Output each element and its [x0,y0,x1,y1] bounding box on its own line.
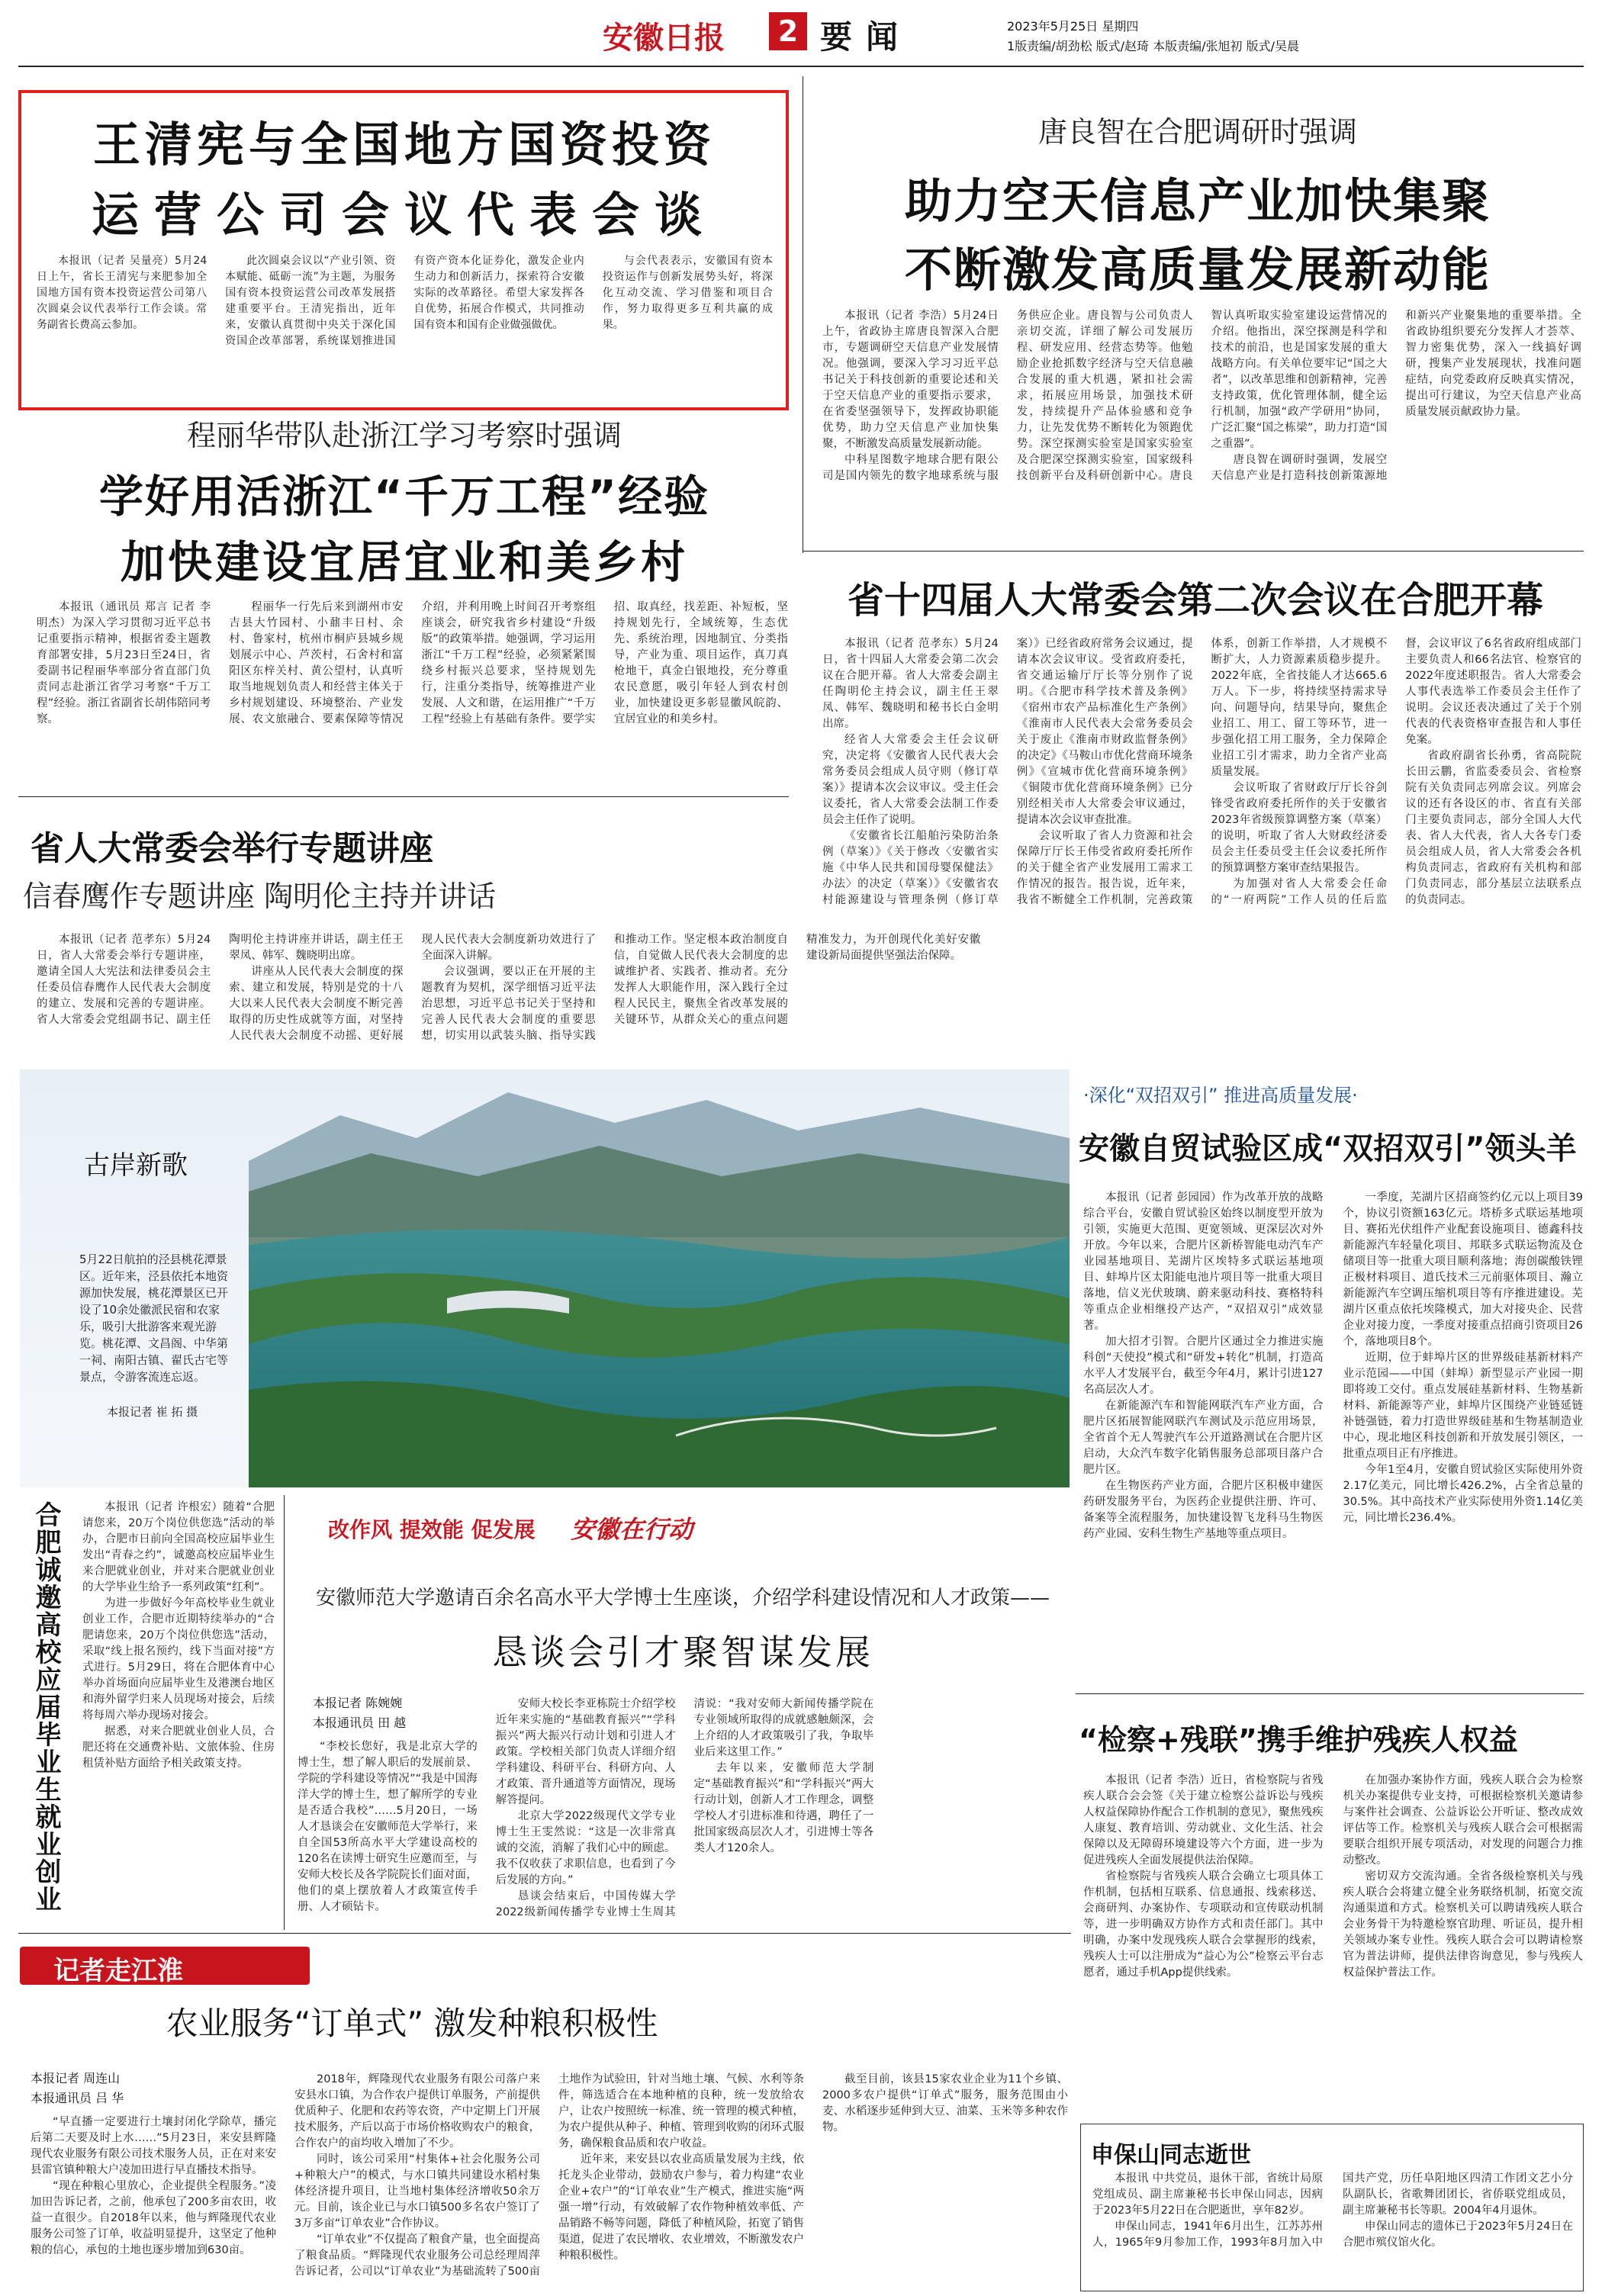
article2-title-line2: 不断激发高质量发展新动能 [904,242,1491,297]
article6-body [1083,1190,1583,1686]
article6-paragraph: 近期，位于蚌埠片区的世界级硅基新材料产业示范园——中国（蚌埠）新型显示产业园一期即将竣工交付。重点发展硅基新材料、生物基新材料、新能源等产业，蚌埠片区围绕产业链延链补链强链，着力打造世界级硅基和生物基制造业中心，现北地区科技创新和开放发展引领区，一批重点项目正有序推进。 [1343,1352,1583,1460]
article2-title-line1: 助力空天信息产业加快集聚 [904,173,1491,229]
article6-paragraph: 今年1至4月，安徽自贸试验区实际使用外资2.17亿美元，同比增长426.2%，占全省总量的30.5%。其中高技术产业实际使用外资1.14亿美元，同比增长236.4%。 [1343,1464,1583,1524]
byline-spacer [298,1696,478,1739]
article9-paragraph: 密切双方交流沟通。全省各级检察机关与残疾人联合会将建立健全业务联络机制，拓宽交流沟通渠道和方式。检察机关可以聘请残疾人联合会业务骨干为特邀检察官助理、听证员，提升相关领域办案专业性。残疾人联合会可以聘请检察官为普法讲师，提供法律咨询意见，参与残疾人权益保护普法工作。 [1343,1870,1583,1979]
article6-kicker: ·深化“双招双引” 推进高质量发展· [1083,1085,1358,1106]
article6-paragraph: 一季度，芜湖片区招商签约亿元以上项目39个，协议引资额163亿元。塔桥多式联运基地项目、赛拓光伏组件产业配套设施项目、德鑫科技新能源汽车轻量化项目、邦联多式联运物流及仓储项目等一批重大项目顺利落地；海创碳酸铁锂正极材料项目、道氏技术三元前驱体项目、瀚立新能源汽车空调压缩机项目等有序推进建设。芜湖片区重点依托埃隆模式，加大对接央企、民营企业对接力度，一季度对接重点招商引资项目26个，落地项目8个。 [1343,1191,1583,1348]
article9-paragraph: 在加强办案协作方面，残疾人联合会为检察机关办案提供专业支持，可根据检察机关邀请参与案件社会调查、公益诉讼公开听证、整改成效评估等工作。检察机关与残疾人联合会可根据需要联合组织开展专项活动，对发现的问题合力推动整改。 [1343,1774,1583,1867]
article6-paragraph: 本报讯（记者 彭园园）作为改革开放的战略综合平台，安徽自贸试验区始终以制度型开放为引领，实施更大范围、更宽领域、更深层次对外开放。今年以来，合肥片区新桥智能电动汽车产业园基地项目、芜湖片区埃特多式联运基地项目、蚌埠片区太阳能电池片项目等一批重大项目落地，信义光伏玻璃、蔚来驱动科技、赛格特科等重点企业相继投产达产，“双招双引”成效显著。 [1083,1191,1324,1332]
byline-reporter: 本报记者 周连山 [31,2071,121,2085]
section-rule [1076,1693,1584,1694]
byline-correspondent: 本报通讯员 田 越 [313,1716,407,1730]
article4-paragraph: 会议听取了省人力资源和社会保障厅厅长王伟受省政府委托所作的关于健全省产业发展用工需求工作情况的报告。报告说，近年来，我省不断健全工作机制，完善政策体系，创新工作举措，人才规模不断扩大，人力资源素质稳步提升。2022年底，全省技能人才达665.6万人。下一步，将持续坚持需求导向、问题导向，结果导向，聚焦企业招工、用工、留工等环节，进一步强化招工用工服务，全力保障企业招工引才需求，助力全省产业高质量发展。 [1016,638,1388,906]
article2-paragraph: 本报讯（记者 李浩）5月24日上午，省政协主席唐良智深入合肥市，专题调研空天信息产业发展情况。他强调，要深入学习习近平总书记关于科技创新的重要论述和关于空天信息产业的重要指示要求，在省委坚强领导下，发挥政协职能优势，助力空天信息产业加快集聚，不断激发高质量发展新动能。 [822,310,999,450]
article8-title: 恳谈会引才聚智谋发展 [492,1632,873,1673]
masthead-rule [18,66,1584,67]
section-rule [18,1933,1071,1934]
article4-title: 省十四届人大常委会第二次会议在合肥开幕 [847,579,1543,622]
article9-body [1083,1773,1583,2116]
article5-body [37,932,981,1054]
issue-date: 2023年5月25日 星期四 [1007,19,1139,34]
article9-paragraph: 本报讯（记者 李浩）近日，省检察院与省残疾人联合会会签《关于建立检察公益诉讼与残疾人权益保障协作配合工作机制的意见》，聚焦残疾人康复、教育培训、劳动就业、文化生活、社会保障以及无障碍环境建设等六个方面，进一步为促进残疾人全面发展提供法治保障。 [1083,1774,1324,1867]
article8-paragraph: 去年以来，安徽师范大学制定“基础教育振兴”和“学科振兴”两大行动计划，创新人才工作理念，调整学校人才引进标准和待遇，聘任了一批国家级高层次人才，引进博士等各类人才120余人。 [693,1762,874,1854]
article5-paragraph: 会议强调，要以正在开展的主题教育为契机，深学细悟习近平法治思想，习近平总书记关于坚持和完善人民代表大会制度的重要思想，切实用以武装头脑、指导实践和推动工作。坚定根本政治制度自信，自觉做人民代表大会制度的忠诚维护者、实践者、推动者。充分发挥人大职能作用，深入践行全过程人民民主，聚焦全省改革发展的关键环节，从群众关心的重点问题精准发力，为开创现代化美好安徽建设新局面提供坚强法治保障。 [421,934,981,1042]
page-number: 2 [769,12,807,50]
article1-paragraph: 此次圆桌会议以“产业引领、资本赋能、砥砺一流”为主题，为服务国有资本投资运营公司改革发展搭建重要平台。王清宪指出，近年来，安徽认真贯彻中央关于深化国资国企改革部署，系统谋划推进国有资产资本化证券化，激发企业内生动力和创新活力，探索符合安徽实际的改革路径。希望大家发挥各自优势，拓展合作模式，共同推动国有资本和国有企业做强做优。 [225,255,584,347]
article7-paragraph: 据悉，对来合肥就业创业人员，合肥还将在交通费补贴、文旅体验、住房租赁补贴方面给予相关政策支持。 [82,1725,275,1770]
article7-paragraph: 为进一步做好今年高校毕业生就业创业工作，合肥市近期特续举办的“合肥请您来，20万个岗位供您选”活动，采取“线上报名预约，线下当面对接”方式进行。5月29日，将在合肥体育中心举办首场面向应届毕业生及港澳台地区和海外留学归来人员现场对接会，后续将每周六举办现场对接会。 [82,1597,275,1722]
article4-paragraph: 省政府副省长孙勇，省高院院长田云鹏，省监委委员会、省检察院有关负责同志列席会议。列席会议的还有各设区的市、省直有关部门主要负责同志，部分全国人大代表、省人大代表，省人大各专门委员会组成人员，省人大常委会各机构负责同志，省政府有关机构和部门负责同志，部分基层立法联系点的负责同志。 [1405,750,1581,906]
article11-paragraph: 申保山同志的遗体已于2023年5月24日在合肥市殡仪馆火化。 [1343,2220,1573,2249]
newspaper-logo: 安徽日报 [603,20,725,56]
article10-body [31,2072,1068,2290]
article9-paragraph: 省检察院与省残疾人联合会确立七项具体工作机制，包括相互联系、信息通报、线索移送、会商研判、办案协作、专项联动和宣传联动机制等，进一步明确双方协作方式和责任部门。其中明确，办案中发现残疾人联合会掌握形的线索，残疾人士可以注册成为“益心为公”检察云平台志愿者，通过手机App提供线索。 [1083,1870,1324,1979]
article10-paragraph: 截至目前，该县15家农业企业为11个乡镇、2000多农户提供“订单式”服务，服务范围由小麦、水稻逐步延伸到大豆、油菜、玉米等多种农作物。 [822,2073,1068,2134]
masthead [0,0,1602,67]
article7-paragraph: 本报讯（记者 许根宏）随着“合肥请您来，20万个岗位供您选”活动的举办，合肥市日前向全国高校应届毕业生发出“青春之约”，诚邀高校应届毕业生来合肥就业创业，并对来合肥就业创业的大学毕业生给予一系列政策“红利”。 [82,1501,275,1593]
article8-paragraph: 安师大校长李亚栋院士介绍学校近年来实施的“基础教育振兴”“学科振兴”两大振兴行动计划和引进人才政策。学校相关部门负责人详细介绍学科建设、科研平台、科研方向、人才政策、晋升通道等方面情况，现场解答提问。 [495,1698,676,1806]
article8-paragraph: 北京大学2022级现代文学专业博士生王雯然说：“这是一次非常真诚的交流，消解了我们心中的顾虑。我不仅收获了求职信息，也看到了今后发展的方向。” [495,1810,676,1886]
article10-paragraph: “现在种粮心里放心，企业提供全程服务。”凌加田告诉记者，之前，他承包了200多亩农田，收益一直很少。自2018年以来，他与辉隆现代农业服务公司签了订单，收益明显提升，这坚定了他种粮的信心，承包的土地也逐步增加到630亩。 [31,2180,276,2256]
article7-vertical-title: 合肥诚邀高校应届毕业生就业创业 [31,1501,61,1913]
article2-paragraph: 唐良智在调研时强调，发展空天信息产业是打造科技创新策源地和新兴产业聚集地的重要举措。全省政协组织要充分发挥人才荟萃、智力密集优势，深入一线搞好调研，搜集产业发展现状，找准问题症结，向党委政府反映真实情况，提出可行建议，为空天信息产业高质量发展贡献政协力量。 [1211,310,1581,482]
photo-credit: 本报记者 崔 拓 摄 [107,1405,198,1419]
article6-paragraph: 加大招才引智。合肥片区通过全力推进实施科创“天使投”模式和“研发+转化”机制，打造高水平人才发展平台，截至今年4月，累计引进127名高层次人才。 [1083,1336,1324,1396]
byline-correspondent: 本报通讯员 吕 华 [31,2091,124,2105]
article3-paragraph: 程丽华一行先后来到湖州市安吉县大竹园村、小鼐丰日村、余村、鲁家村，杭州市桐庐县城乡规划展示中心、芦茨村，石舍村和富阳区东梓关村、黄公望村，认真听取当地规划负责人和经营主体关于乡村规划建设、环境整治、产业发展、农文旅融合、要素保障等情况介绍，并利用晚上时间召开考察组座谈会，研究我省乡村建设“升级版”的政策举措。她强调，学习运用浙江“千万工程”经验，必须紧紧围绕乡村振兴总要求，坚持规划先行，注重分类指导，统筹推进产业发展、人文和谐，在运用推广“千万工程”经验上有基础有条件。要学实招、取真经，找差距、补短板，坚持规划先行，全域统筹，生态优先、系统治理，因地制宜、分类指导，产业为重、项目运作，真刀真枪地干，真金白银地投，充分尊重农民意愿，吸引年轻人到农村创业，加快建设更多彰显徽风皖韵、宜居宜业的和美乡村。 [229,601,788,725]
article3-kicker: 程丽华带队赴浙江学习考察时强调 [186,419,622,452]
section-rule [18,796,789,797]
editor-credits: 1版责编/胡劲松 版式/赵琦 本版责编/张旭初 版式/吴晨 [1007,39,1300,53]
article4-paragraph: 经省人大常委会主任会议研究，决定将《安徽省人民代表大会常务委员会组成人员守则（修订草案）》提请本次会议审议。受主任会议委托，省人大常委会法制工作委员会主任作了说明。 [822,734,999,826]
article11-body [1092,2171,1573,2285]
photo-caption: 5月22日航拍的泾县桃花潭景区。近年来，泾县依托本地资源加快发展，桃花潭景区已开设了10余处徽派民宿和农家乐，吸引大批游客来观光游览。桃花潭、文昌阁、中华第一祠、南阳古镇、翟氏古宅等景点，令游客流连忘返。 [79,1253,229,1384]
column-divider [284,1495,285,1930]
article5-paragraph: 讲座从人民代表大会制度的探索、建立和发展，特别是党的十八大以来人民代表大会制度不断完善取得的历史性成就等方面，对坚持人民代表大会制度不动摇、更好展现人民代表大会制度新功效进行了全面深入讲解。 [229,934,596,1042]
article1-paragraph: 本报讯（记者 吴量亮）5月24日上午，省长王清宪与来肥参加全国地方国有资本投资运营公司第八次圆桌会议代表举行工作会谈。常务副省长费高云参加。 [37,255,207,331]
section-name: 要闻 [820,18,912,56]
byline-spacer [31,2072,276,2114]
byline-reporter: 本报记者 陈婉婉 [313,1696,403,1710]
article7-body [82,1500,275,1927]
article3-title-line2: 加快建设宜居宜业和美乡村 [120,536,688,588]
article11-paragraph: 申保山同志，1941年6月出生，江苏苏州人，1965年9月参加工作，1993年8月加入中国共产党，历任阜阳地区四清工作团文艺小分队副队长，省歌舞团团长，省侨联党组成员，副主席兼秘书长等职。2004年4月退休。 [1092,2172,1573,2249]
photo-title: 古岸新歌 [84,1150,188,1181]
article5-paragraph: 本报讯（记者 范孝东）5月24日，省人大常委会举行专题讲座，邀请全国人大宪法和法律委员会主任委员信春鹰作人民代表大会制度的建立、发展和完善的专题讲座。省人大常委会党组副书记、副主任陶明伦主持讲座并讲话，副主任王翠凤、韩军、魏晓明出席。 [37,934,404,1026]
campaign-banner-slogan: 改作风 提效能 促发展 [328,1517,536,1542]
article4-body [822,636,1581,1054]
article8-paragraph: “李校长您好，我是北京大学的博士生，想了解人职后的发展前景、学院的学科建设等情况”“我是中国海洋大学的博士生，想了解所学的专业是否适合我校”……5月20日，一场人才恳谈会在安徽师范大学举行，来自全国53所高水平大学建设高校的120名在读博士研究生应邀而至，与安师大校长及各学院院长们面对面，他们的桌上摆放着人才政策宣传手册、人才硕钻卡。 [298,1741,478,1913]
campaign-banner-title: 安徽在行动 [571,1515,693,1544]
article4-paragraph: 为加强对省人大常委会任命的“一府两院”工作人员的任后监督，会议审议了6名省政府组成部门主要负责人和66名法官、检察官的2022年度述职报告。省人大常委会人事代表选举工作委员会主任作了说明。会议还表决通过了关于个别代表的代表资格审查报告和人事任免案。 [1211,638,1581,906]
column-banner-label: 记者走江淮 [53,1956,183,1986]
article1-body [37,253,773,398]
article4-paragraph: 本报讯（记者 范孝东）5月24日，省十四届人大常委会第二次会议在合肥开幕。省人大常委会副主任陶明伦主持会议，副主任王翠凤、韩军、魏晓明和秘书长白金明出席。 [822,638,999,730]
article10-paragraph: “订单农业”不仅提高了粮食产量，也全面提高了粮食品质。“辉隆现代农业服务公司总经理周萍告诉记者，公司以“订单农业”为基础流转了500亩土地作为试验田，针对当地土壤、气候、水利等条件，筛选适合在本地种植的良种，统一发放给农户，让农户按照统一标准、统一管理的模式种植，为农户提供从种子、种植、管理到收购的闭环式服务，确保粮食品质和农户收益。 [294,2073,804,2278]
article10-paragraph: “早直播一定要进行土壤封闭化学除草，播完后第二天要及时上水……”5月23日，来安县辉隆现代农业服务有限公司技术服务人员，正在对来安县雷官镇种粮大户凌加田进行早直播技术指导。 [31,2116,276,2176]
article2-body [822,308,1581,533]
article5-title: 省人大常委会举行专题讲座 [31,829,433,868]
article2-paragraph: 中科星图数字地球合肥有限公司是国内领先的数字地球系统与服务供应企业。唐良智与公司负责人亲切交流，详细了解公司发展历程、研发应用、经营态势等。他勉励企业抢抓数字经济与空天信息融合发展的重大机遇，紧扣社会需求，拓展应用场景，加强技术研发，持续提升产品体验感和竞争力，让先发优势不断转化为领跑优势。深空探测实验室是国家实验室及合肥深空探测实验室，国家级科技创新平台及科研创新中心。唐良智认真听取实验室建设运营情况的介绍。他指出，深空探测是科学和技术的前沿，也是国家发展的重大战略方向。有关单位要牢记“国之大者”，以改革思维和创新精神，完善支持政策，优化管理体制，健全运行机制，加强“政产学研用”协同，广泛汇聚“国之栋梁”，助力打造“国之重器”。 [822,310,1388,482]
article3-title-line1: 学好用活浙江“千万工程”经验 [98,471,710,523]
article1-title-line1: 王清宪与全国地方国资投资 [92,117,716,172]
article6-title: 安徽自贸试验区成“双招双引”领头羊 [1079,1131,1577,1166]
article1-title-line2: 运营公司会议代表会谈 [91,187,717,243]
article6-paragraph: 在生物医药产业方面，合肥片区积极申建医药研发服务平台，为医药企业提供注册、许可、备案等全流程服务，加快建设智飞龙科马生物医药产业园、安科生物生产基地等重点项目。 [1083,1480,1324,1540]
article9-title: “检察+残联”携手维护残疾人权益 [1079,1723,1518,1757]
article1-paragraph: 与会代表表示，安徽国有资本投资运作与创新发展势头好，将深化互动交流、学习借鉴和项目合作，努力取得更多互利共赢的成果。 [602,255,773,331]
article8-paragraph: 恳谈会结束后，中国传媒大学2022级新闻传播学专业博士生周其清说：“我对安师大新闻传播学院在专业领域所取得的成就感触颇深，会上介绍的人才政策吸引了我，争取毕业后来这里工作。” [495,1698,874,1918]
article2-kicker: 唐良智在合肥调研时强调 [1037,115,1357,149]
article10-paragraph: 近年来，来安县以农业高质量发展为主线，依托龙头企业带动，鼓励农户参与，着力构建“农业企业+农户”的“订单农业”生产模式，推进实施“两强一增”行动，有效破解了农作物种植效率低、产品销路不畅等问题，降低了种植风险，拓宽了销售渠道，促进了农民增收、农业增效，不断激发农户种粮积极性。 [558,2153,804,2262]
article5-subtitle: 信春鹰作专题讲座 陶明伦主持并讲话 [23,879,497,913]
article4-paragraph: 会议听取了省财政厅厅长谷剑锋受省政府委托所作的关于安徽省2023年省级预算调整方案（草案）的说明，听取了省人大财政经济委员会主任委员受主任会议委托所作的预算调整方案审查结果报告。 [1211,782,1388,874]
article11-title: 申保山同志逝世 [1091,2142,1251,2169]
article10-paragraph: 同时，该公司采用“村集体+社会化服务公司+种粮大户”的模式，与水口镇共同建设水稻村集体经济提升项目，让当地村集体经济增收50余万元。目前，该企业已与水口镇500多名农户签订了3万多亩“订单农业”合作协议。 [294,2153,540,2230]
article6-paragraph: 在新能源汽车和智能网联汽车产业方面，合肥片区拓展智能网联汽车测试及示范应用场景，全省首个无人驾驶汽车公开道路测试在合肥片区启动，大众汽车数字化销售服务总部项目落户合肥片区。 [1083,1400,1324,1476]
article8-body [298,1696,1072,1930]
article10-title: 农业服务“订单式” 激发种粮积极性 [166,2005,658,2042]
article11-paragraph: 本报讯 中共党员，退休干部，省统计局原党组成员、副主席兼秘书长申保山同志，因病于2023年5月22日在合肥逝世，享年82岁。 [1092,2172,1323,2217]
article4-paragraph: 《安徽省长江船舶污染防治条例（草案）》《关于修改〈安徽省实施《中华人民共和国母婴保健法》办法〉的决定（草案）》《安徽省农村能源建设与管理条例（修订草案）》已经省政府常务会议通过，提请本次会议审议。受省政府委托，省交通运输厅厅长等分别作了说明。《合肥市科学技术普及条例》《宿州市农产品标准化生产条例》《淮南市人民代表大会常务委员会关于废止《淮南市财政监督条例》的决定》《马鞍山市优化营商环境条例》《宣城市优化营商环境条例》《铜陵市优化营商环境条例》已分别经相关市人大常委会审议通过，提请本次会议审查批准。 [822,638,1193,906]
article3-paragraph: 本报讯（通讯员 郑言 记者 李明杰）为深入学习贯彻习近平总书记重要指示精神，根据省委主题教育部署安排，5月23日至24日，省委副书记程丽华率部分省直部门负责同志赴浙江省学习考察“千万工程”经验。浙江省副省长胡伟陪同考察。 [37,601,211,725]
article8-kicker: 安徽师范大学邀请百余名高水平大学博士生座谈，介绍学科建设情况和人才政策—— [315,1587,1050,1609]
article10-paragraph: 2018年，辉隆现代农业服务有限公司落户来安县水口镇，为合作农户提供订单服务，产前提供优质种子、化肥和农药等农资，产中定期上门开展技术服务，产后以高于市场价格收购农户的粮食，合作农户的亩均收入增加了不少。 [294,2073,540,2150]
article3-body [37,600,788,789]
